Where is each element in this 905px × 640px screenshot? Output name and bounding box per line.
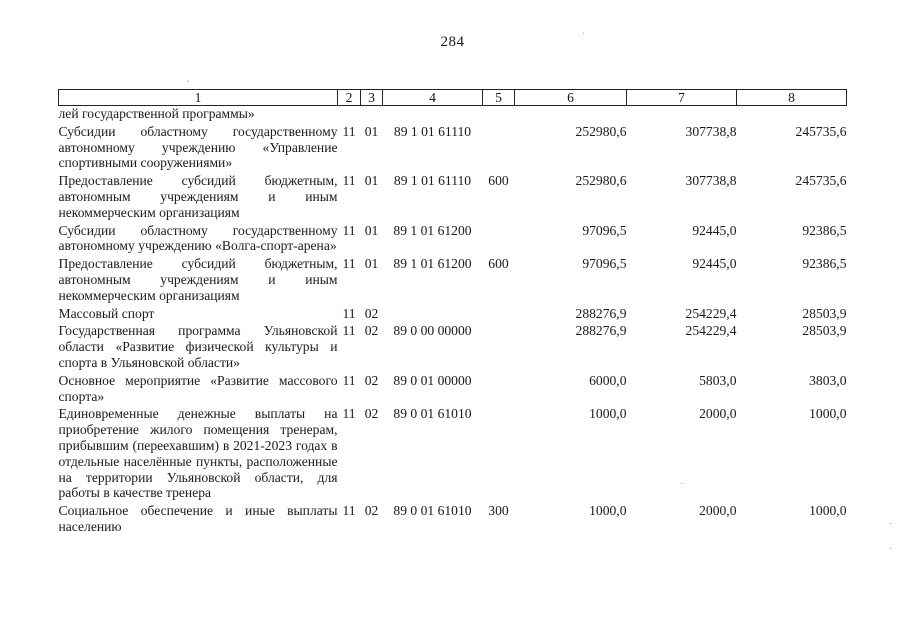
row-name-cell: лей государственной программы» [58,106,255,121]
row-c4-cell: 89 0 00 00000 [393,323,472,339]
row-c2-cell: 11 [342,406,356,422]
column-header: 6 [515,90,627,106]
row-c4-cell: 89 1 01 61200 [393,256,472,272]
row-c6-cell: 252980,6 [575,173,627,189]
row-c8-cell: 245735,6 [795,123,847,139]
row-c4-cell [383,304,483,322]
row-c8-cell [737,106,847,122]
row-name-cell: Социальное обеспечение и иные выплаты населению [58,503,338,534]
row-c6-cell [515,106,627,122]
row-c5-cell [483,404,515,501]
column-header: 2 [338,90,361,106]
row-c8-cell: 28503,9 [802,323,847,339]
table-row [59,106,847,122]
row-c7-cell [627,106,737,122]
row-c4-cell [383,106,483,122]
row-name-cell: Массовый спорт [58,305,155,321]
row-c8-cell: 92386,5 [802,256,847,272]
row-c5-cell [483,371,515,405]
row-c8-cell: 245735,6 [795,173,847,189]
table-row [59,122,847,171]
scan-speck: · [889,544,893,555]
row-c5-cell: 600 [488,173,509,189]
row-c5-cell [483,321,515,370]
row-c6-cell: 288276,9 [575,305,627,321]
column-header: 5 [483,90,515,106]
row-name-cell: Субсидии областному государственному автономному учреждению «Волга-спорт-арена» [58,222,338,254]
row-c5-cell: 600 [488,256,509,272]
column-header: 4 [383,90,483,106]
column-header: 1 [59,90,338,106]
row-c2-cell [338,106,361,122]
row-c5-cell: 300 [488,503,509,519]
table-row [59,321,847,370]
row-c7-cell: 2000,0 [699,406,737,422]
row-c8-cell: 1000,0 [809,503,847,519]
row-c2-cell: 11 [342,123,356,139]
row-c7-cell: 92445,0 [692,256,737,272]
row-c3-cell: 01 [364,222,379,238]
row-name-cell: Основное мероприятие «Развитие массового спорта» [58,372,338,404]
row-c2-cell: 11 [342,503,356,519]
row-c6-cell: 97096,5 [582,256,627,272]
row-c6-cell: 1000,0 [589,406,627,422]
column-header: 7 [627,90,737,106]
row-c6-cell: 288276,9 [575,323,627,339]
scan-speck: · [889,519,893,530]
row-name-cell: Предоставление субсидий бюджетным, автономным учреждениям и иным некоммерческим организациям [58,173,338,220]
row-c5-cell [483,122,515,171]
table-body [59,106,847,535]
row-c6-cell: 6000,0 [589,372,627,388]
row-name-cell: Государственная программа Ульяновской области «Развитие физической культуры и спорта в Ульяновской области» [58,323,338,370]
scan-speck: · [582,29,586,40]
row-c3-cell: 02 [364,372,379,388]
row-c7-cell: 2000,0 [699,503,737,519]
row-c7-cell: 254229,4 [685,323,737,339]
row-c4-cell: 89 1 01 61110 [393,173,472,189]
row-c7-cell: 254229,4 [685,305,737,321]
table-row [59,404,847,501]
scan-speck: · [186,77,190,88]
row-c3-cell: 01 [364,173,379,189]
row-c5-cell [483,304,515,322]
row-c4-cell: 89 1 01 61110 [393,123,472,139]
row-c8-cell: 92386,5 [802,222,847,238]
row-c5-cell [483,106,515,122]
row-c6-cell: 1000,0 [589,503,627,519]
row-c5-cell [483,221,515,255]
table-row [59,371,847,405]
row-c7-cell: 307738,8 [685,173,737,189]
row-c6-cell: 97096,5 [582,222,627,238]
table-row [59,171,847,220]
column-header: 8 [737,90,847,106]
column-header: 3 [361,90,383,106]
row-c2-cell: 11 [342,222,356,238]
row-c3-cell: 01 [364,123,379,139]
row-c6-cell: 252980,6 [575,123,627,139]
row-c4-cell: 89 0 01 61010 [393,406,472,422]
table-header-row [59,90,847,106]
row-c3-cell: 02 [364,503,379,519]
table-row [59,501,847,535]
row-c3-cell: 02 [364,305,379,321]
row-name-cell: Субсидии областному государственному автономному учреждению «Управление спортивными сооружениями» [58,123,338,171]
budget-table [58,89,847,535]
row-c4-cell: 89 0 01 61010 [393,503,472,519]
table-row [59,221,847,255]
row-c8-cell: 1000,0 [809,406,847,422]
row-name-cell: Предоставление субсидий бюджетным, автономным учреждениям и иным некоммерческим организациям [58,256,338,303]
row-c3-cell [361,106,383,122]
row-c2-cell: 11 [342,323,356,339]
row-c2-cell: 11 [342,372,356,388]
row-c2-cell: 11 [342,256,356,272]
table-row [59,304,847,322]
row-c3-cell: 01 [364,256,379,272]
row-c7-cell: 307738,8 [685,123,737,139]
page-number: 284 [440,34,465,50]
row-c3-cell: 02 [364,323,379,339]
row-c7-cell: 5803,0 [699,372,737,388]
row-c7-cell: 92445,0 [692,222,737,238]
scan-speck: · [680,479,684,490]
row-c3-cell: 02 [364,406,379,422]
table-row [59,254,847,303]
row-c8-cell: 3803,0 [809,372,847,388]
row-c8-cell: 28503,9 [802,305,847,321]
row-c2-cell: 11 [342,173,356,189]
row-c4-cell: 89 1 01 61200 [393,222,472,238]
row-c4-cell: 89 0 01 00000 [393,372,472,388]
row-name-cell: Единовременные денежные выплаты на приобретение жилого помещения тренерам, прибывшим (переехавшим) в 2021-2023 годах в отдельные населённые пункты, расположенные на территории Ульяновской области, для работы в качестве тренера [58,406,338,501]
row-c2-cell: 11 [342,305,356,321]
